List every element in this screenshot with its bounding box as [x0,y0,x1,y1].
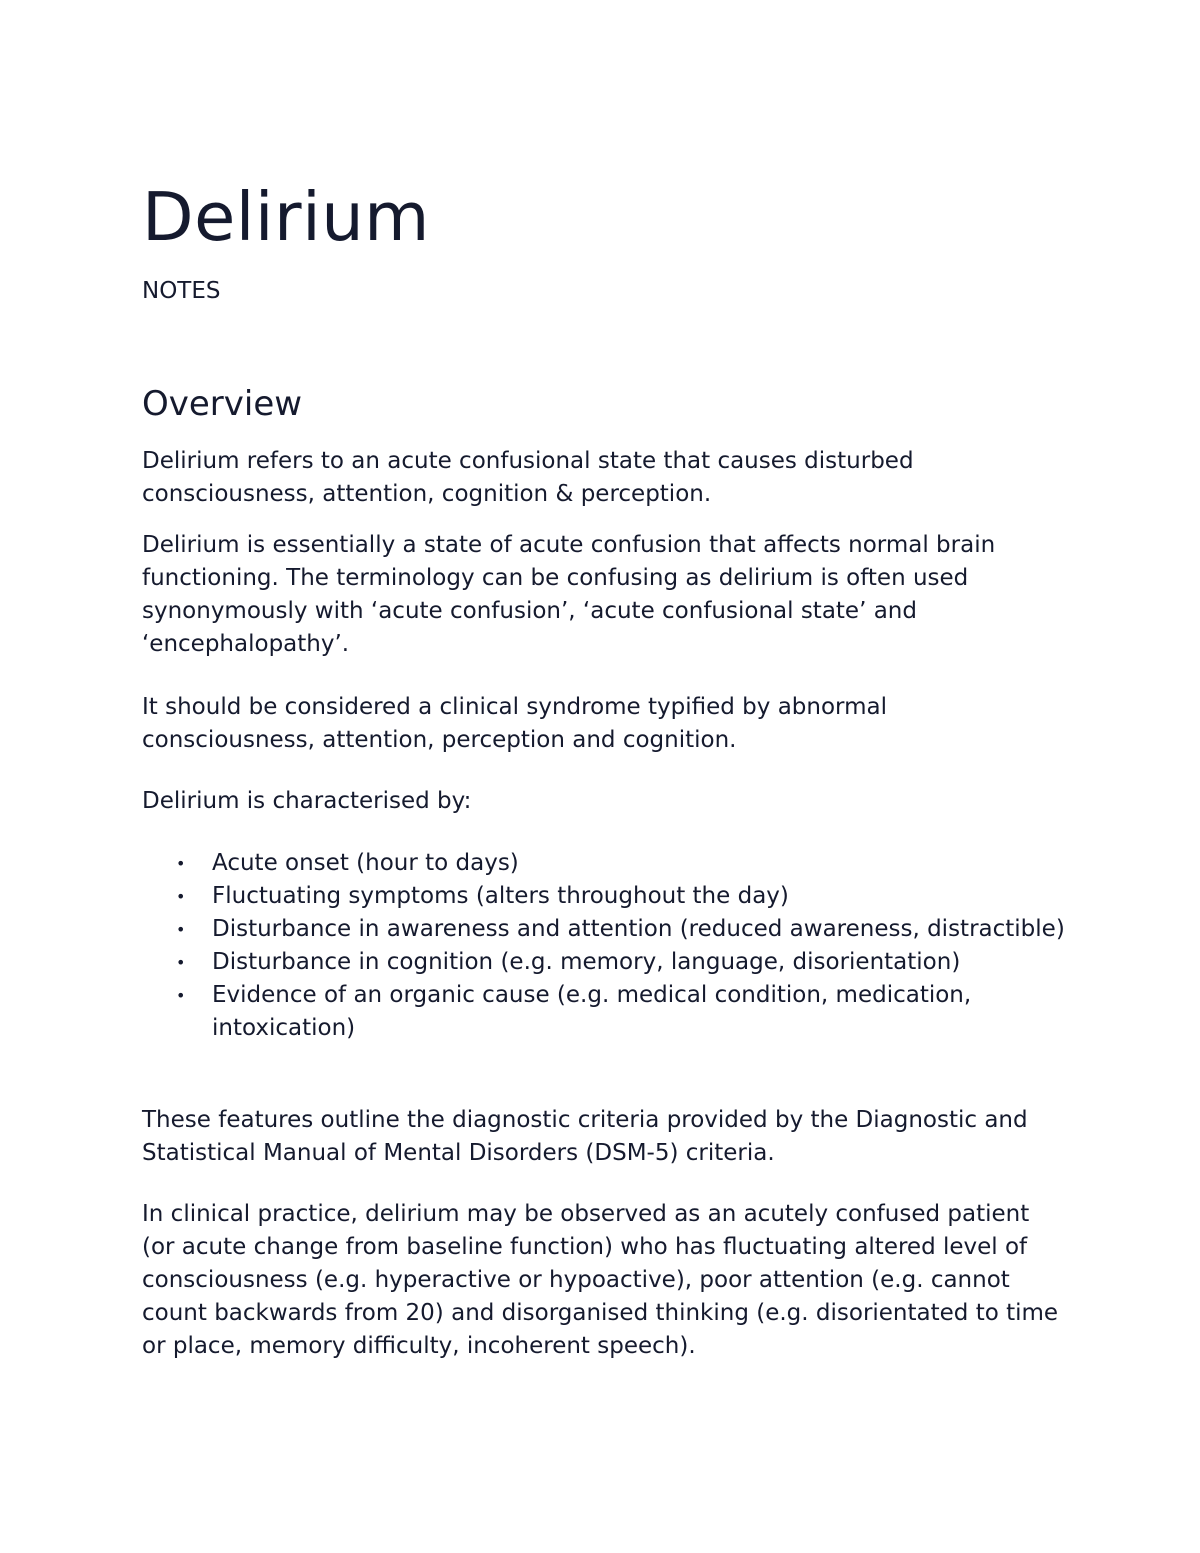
bullet-icon: • [176,854,186,873]
list-item-text: Evidence of an organic cause (e.g. medical condition, medication, intoxication) [212,982,972,1041]
paragraph-characterised-by: Delirium is characterised by: [142,788,472,814]
section-heading-overview: Overview [142,384,303,424]
document-title: Delirium [142,178,430,256]
paragraph-clinical-practice: In clinical practice, delirium may be observed as an acutely confused patient (or acute change from baseline function) who has fluctuating altered level of consciousness (e.g. hyperactive or hypoactive), poor attention (e.g. cannot count backwards from 20) and disorganised thinking (e.g. disorientated to time or place, memory difficulty, incoherent speech). [142,1201,1059,1359]
list-item [142,847,1067,880]
bullet-icon: • [176,920,186,939]
characteristics-list [142,847,1067,1045]
list-item-text: Disturbance in awareness and attention (reduced awareness, distractible) [212,916,1065,942]
paragraph-dsm5: These features outline the diagnostic criteria provided by the Diagnostic and Statistical Manual of Mental Disorders (DSM-5) criteria. [142,1107,1028,1166]
list-item-text: Disturbance in cognition (e.g. memory, language, disorientation) [212,949,961,975]
list-item [142,946,1067,979]
bullet-icon: • [176,953,186,972]
list-item [142,979,1067,1045]
document-subtitle: NOTES [142,278,221,304]
bullet-icon: • [176,887,186,906]
bullet-icon: • [176,986,186,1005]
list-item [142,913,1067,946]
paragraph-clinical-syndrome: It should be considered a clinical syndrome typified by abnormal consciousness, attention, perception and cognition. [142,694,887,753]
paragraph-definition: Delirium refers to an acute confusional state that causes disturbed consciousness, attention, cognition & perception. [142,448,914,507]
list-item-text: Fluctuating symptoms (alters throughout the day) [212,883,789,909]
list-item-text: Acute onset (hour to days) [212,850,519,876]
list-item [142,880,1067,913]
paragraph-terminology: Delirium is essentially a state of acute confusion that affects normal brain functioning. The terminology can be confusing as delirium is often used synonymously with ‘acute confusion’, ‘acute confusional state’ and ‘encephalopathy’. [142,532,996,657]
